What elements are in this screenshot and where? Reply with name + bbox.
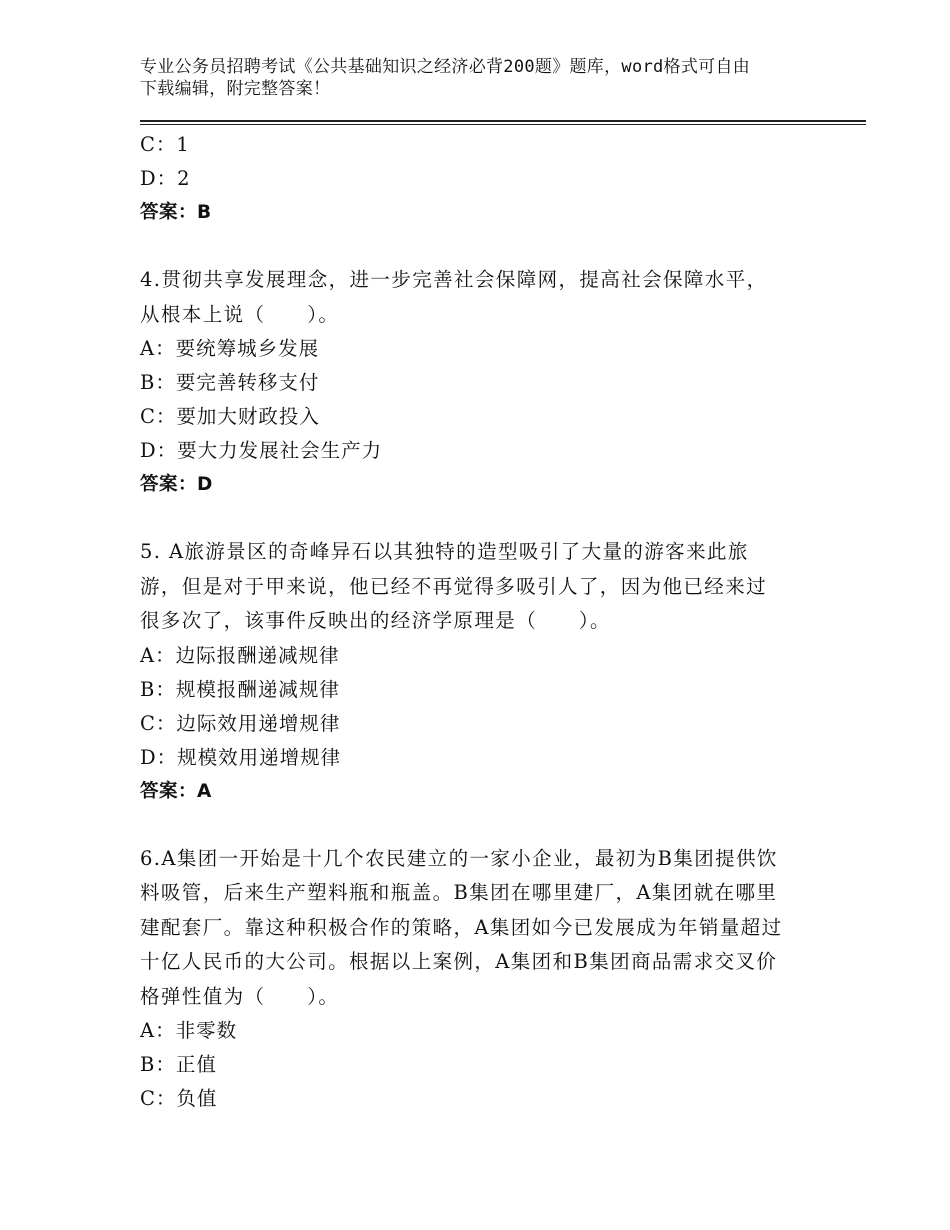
question-stem-line: 游，但是对于甲来说，他已经不再觉得多吸引人了，因为他已经来过 xyxy=(140,574,768,598)
option-a: A：非零数 xyxy=(140,1019,238,1042)
question-stem-line: 格弹性值为（ ）。 xyxy=(140,984,340,1008)
question-spacer xyxy=(140,502,810,535)
question-spacer xyxy=(140,230,810,263)
question-list xyxy=(140,128,810,1116)
option-c: C：负值 xyxy=(140,1087,218,1110)
answer-label: 答案：D xyxy=(140,474,213,495)
header-divider-thin xyxy=(140,124,866,125)
question-block-prev xyxy=(140,128,810,230)
question-stem-line: 6.A集团一开始是十几个农民建立的一家小企业，最初为B集团提供饮 xyxy=(140,846,778,870)
option-c: C：边际效用递增规律 xyxy=(140,711,341,735)
header-title-line-1: 专业公务员招聘考试《公共基础知识之经济必背200题》题库，word格式可自由 xyxy=(140,57,751,77)
question-stem-line: 料吸管，后来生产塑料瓶和瓶盖。B集团在哪里建厂，A集团就在哪里 xyxy=(140,881,778,904)
option-b: B：规模报酬递减规律 xyxy=(140,677,340,701)
question-stem-line: 从根本上说（ ）。 xyxy=(140,302,340,326)
question-block-5 xyxy=(140,535,810,809)
option-a: A：边际报酬递减规律 xyxy=(140,643,340,667)
answer-label: 答案：B xyxy=(140,202,212,223)
question-block-6 xyxy=(140,842,810,1117)
option-d: D：要大力发展社会生产力 xyxy=(140,439,383,462)
option-a: A：要统筹城乡发展 xyxy=(140,337,320,360)
option-d: D：2 xyxy=(140,167,191,190)
question-block-4 xyxy=(140,263,810,502)
question-spacer xyxy=(140,809,810,842)
header-divider-thick xyxy=(140,120,866,122)
question-stem-line: 4.贯彻共享发展理念，进一步完善社会保障网，提高社会保障水平， xyxy=(140,268,768,291)
question-stem-line: 很多次了，该事件反映出的经济学原理是（ ）。 xyxy=(140,609,611,632)
option-d: D：规模效用递增规律 xyxy=(140,745,342,769)
question-stem-line: 十亿人民币的大公司。根据以上案例，A集团和B集团商品需求交叉价 xyxy=(140,950,778,973)
option-b: B：要完善转移支付 xyxy=(140,371,320,394)
question-stem-line: 5. A旅游景区的奇峰异石以其独特的造型吸引了大量的游客来此旅 xyxy=(140,540,749,563)
document-header xyxy=(140,56,810,100)
header-title-line-2: 下载编辑，附完整答案！ xyxy=(140,79,331,99)
option-b: B：正值 xyxy=(140,1053,217,1076)
answer-label: 答案：A xyxy=(140,780,212,802)
option-c: C：要加大财政投入 xyxy=(140,405,320,428)
question-stem-line: 建配套厂。靠这种积极合作的策略，A集团如今已发展成为年销量超过 xyxy=(140,915,783,939)
option-c: C：1 xyxy=(140,133,190,156)
